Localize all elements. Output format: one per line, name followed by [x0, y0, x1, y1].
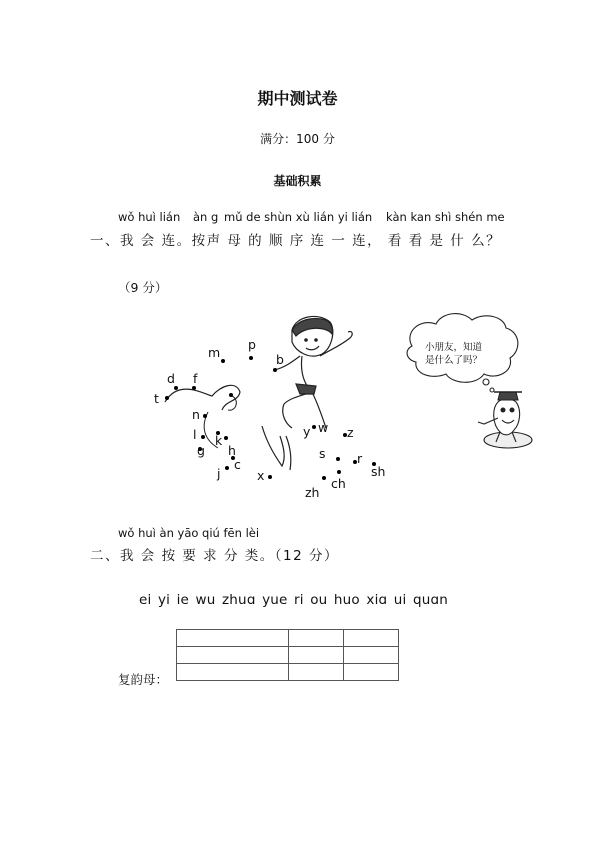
letter-zh: zh	[305, 485, 320, 500]
letter-z: z	[347, 425, 354, 440]
table-row	[177, 630, 399, 647]
dot	[174, 386, 178, 390]
dot	[273, 368, 277, 372]
bubble-text-line1: 小朋友，知道	[425, 342, 483, 353]
section-title: 基础积累	[273, 174, 322, 188]
table-row	[177, 664, 399, 681]
dot	[268, 475, 272, 479]
letter-ch: ch	[331, 476, 346, 491]
dot	[221, 359, 225, 363]
letter-j: j	[217, 466, 221, 481]
letter-s: s	[319, 446, 326, 461]
dot	[203, 414, 207, 418]
row-label: 复韵母：	[118, 672, 169, 687]
q1-pinyin-4: kàn kan shì shén me	[386, 210, 505, 224]
dot	[249, 356, 253, 360]
letter-y: y	[303, 424, 311, 439]
q1-text: 一、我 会 连。按声 母 的 顺 序 连 一 连， 看 看 是 什 么？	[90, 233, 502, 249]
letter-t: t	[154, 391, 159, 406]
q1-points: （9 分）	[118, 280, 168, 295]
finals-list: ei yi ie wu zhuɑ yue ri ou huo xiɑ ui quɑn	[139, 592, 449, 608]
dot	[201, 435, 205, 439]
answer-cell[interactable]	[289, 630, 344, 647]
letter-c: c	[234, 457, 241, 472]
tooth-character-icon	[478, 392, 532, 448]
answer-cell[interactable]	[344, 630, 399, 647]
q1-pinyin-3: mǔ de shùn xù lián yi lián	[224, 210, 373, 224]
dot	[336, 457, 340, 461]
answer-cell[interactable]	[177, 630, 289, 647]
q2-text: 二、我 会 按 要 求 分 类。（12 分）	[90, 548, 339, 564]
letter-h: h	[228, 443, 236, 458]
answer-cell[interactable]	[289, 664, 344, 681]
letter-n: n	[192, 407, 200, 422]
q1-pinyin-1: wǒ huì lián	[118, 210, 181, 224]
boy-swimmer-icon	[262, 316, 352, 470]
letter-l: l	[193, 427, 197, 442]
dot	[224, 436, 228, 440]
answer-cell[interactable]	[344, 664, 399, 681]
table-row	[177, 647, 399, 664]
dot	[337, 470, 341, 474]
dot	[192, 386, 196, 390]
full-score: 满分：100 分	[260, 132, 335, 146]
letter-g: g	[197, 443, 205, 458]
dot	[165, 396, 169, 400]
dot	[229, 393, 233, 397]
letter-p: p	[248, 337, 256, 352]
answer-cell[interactable]	[177, 647, 289, 664]
bubble-text-line2: 是什么了吗？	[425, 355, 483, 366]
letter-w: w	[318, 420, 329, 435]
answer-cell[interactable]	[344, 647, 399, 664]
dot	[322, 476, 326, 480]
letter-m: m	[208, 345, 221, 360]
page-title: 期中测试卷	[257, 89, 338, 108]
answer-table	[176, 629, 399, 681]
letter-r: r	[357, 451, 363, 466]
letter-f: f	[193, 371, 198, 386]
letter-x: x	[257, 468, 265, 483]
answer-cell[interactable]	[177, 664, 289, 681]
letter-sh: sh	[371, 464, 386, 479]
dot	[225, 466, 229, 470]
letter-d: d	[167, 371, 175, 386]
q2-pinyin: wǒ huì àn yāo qiú fēn lèi	[118, 526, 260, 540]
dot	[312, 425, 316, 429]
letter-k: k	[215, 433, 223, 448]
answer-cell[interactable]	[289, 647, 344, 664]
q1-pinyin-2: àn g	[193, 210, 219, 224]
letter-b: b	[276, 352, 284, 367]
